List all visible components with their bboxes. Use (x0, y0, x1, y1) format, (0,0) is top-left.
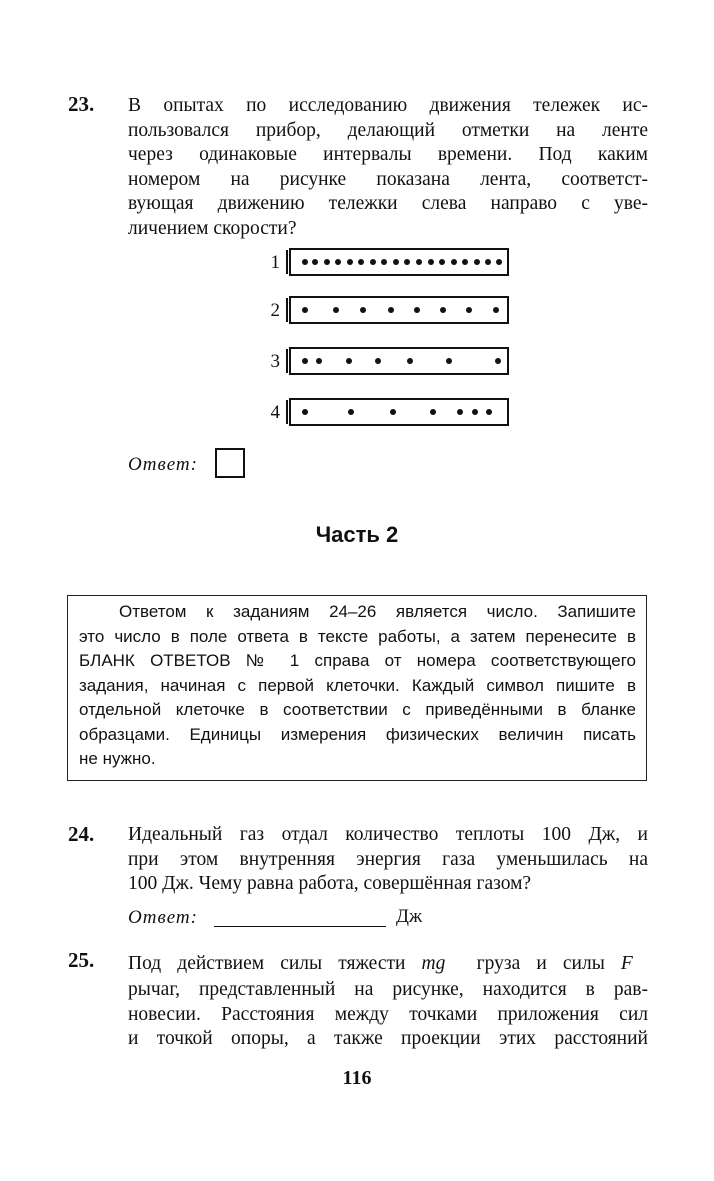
question-text-line: Идеальный газ отдал количество теплоты 100 Дж, и (128, 824, 648, 845)
tape-dot (446, 358, 452, 364)
instruction-line: Ответом к заданиям 24–26 является число. Запишите (119, 602, 636, 621)
tape-dot (302, 409, 308, 415)
tape-dot (466, 307, 472, 313)
tape-label: 1 (270, 252, 280, 273)
tape-dot (302, 358, 308, 364)
tape-tick (286, 250, 288, 274)
answer-label: Ответ: (128, 454, 198, 475)
question-text-line: через одинаковые интервалы времени. Под каким (128, 144, 648, 165)
instruction-line: БЛАНК ОТВЕТОВ № 1 справа от номера соответствующего (79, 651, 636, 670)
tape-dot (485, 259, 491, 265)
tape-dot (495, 358, 501, 364)
tape-dot (346, 358, 352, 364)
question-text-fragment: груза и силы (476, 953, 605, 974)
tape-3 (289, 347, 509, 375)
tape-dot (451, 259, 457, 265)
question-text-fragment: Под действием силы тяжести (128, 953, 406, 974)
tape-dot (333, 307, 339, 313)
tape-dot (440, 307, 446, 313)
question-text-line: В опытах по исследованию движения тележек ис- (128, 95, 648, 116)
tape-1 (289, 248, 509, 276)
tape-dot (375, 358, 381, 364)
tape-dot (302, 307, 308, 313)
question-text-line: вующая движению тележки слева направо с уве- (128, 193, 648, 214)
tape-dot (348, 409, 354, 415)
instruction-line: не нужно. (79, 749, 156, 768)
page-number: 116 (342, 1067, 372, 1089)
tape-4 (289, 398, 509, 426)
question-24-number: 24. (68, 822, 95, 846)
tape-dot (407, 358, 413, 364)
tape-dot (457, 409, 463, 415)
tape-dot (302, 259, 308, 265)
tape-dot (360, 307, 366, 313)
question-25-number: 25. (68, 948, 95, 972)
tape-label: 2 (270, 300, 280, 321)
tape-tick (286, 298, 288, 322)
tape-dot (486, 409, 492, 415)
tape-dot (439, 259, 445, 265)
tape-dot (416, 259, 422, 265)
tape-label: 3 (270, 351, 280, 372)
answer-unit: Дж (396, 906, 423, 927)
question-text-line: номером на рисунке показана лента, соответст- (128, 168, 648, 190)
tape-dot (430, 409, 436, 415)
tape-dot (335, 259, 341, 265)
question-text-line: личением скорости? (128, 217, 297, 239)
tape-dot (358, 259, 364, 265)
tape-dot (381, 259, 387, 265)
question-23-number: 23. (68, 92, 95, 116)
tape-dot (474, 259, 480, 265)
tape-dot (428, 259, 434, 265)
tape-dot (393, 259, 399, 265)
instruction-box (67, 595, 647, 781)
instruction-line: образцами. Единицы измерения физических величин писать (79, 724, 636, 744)
mg-vector: mg⃗ (421, 953, 461, 974)
tape-dot (472, 409, 478, 415)
part-title: Часть 2 (315, 522, 399, 547)
tape-dot (312, 259, 318, 265)
tape-tick (286, 400, 288, 424)
question-text-line: при этом внутренняя энергия газа уменьшилась на (128, 848, 648, 870)
answer-line[interactable] (214, 925, 386, 927)
tape-dot (324, 259, 330, 265)
tape-dot (390, 409, 396, 415)
tape-dot (316, 358, 322, 364)
tape-dot (404, 259, 410, 265)
answer-box[interactable] (215, 448, 245, 478)
tape-dot (496, 259, 502, 265)
question-text-line: рычаг, представленный на рисунке, находится в рав- (128, 979, 648, 1000)
instruction-line: это число в поле ответа в тексте работы, а затем перенесите в (79, 626, 636, 646)
tape-tick (286, 349, 288, 373)
tape-dot (414, 307, 420, 313)
question-24-text (128, 823, 648, 897)
question-text-line (128, 950, 648, 978)
tape-dot (493, 307, 499, 313)
question-text-line: и точкой опоры, а также проекции этих расстояний (128, 1028, 648, 1049)
tapes-figure (262, 248, 512, 434)
tape-dot (388, 307, 394, 313)
question-text-line: пользовался прибор, делающий отметки на ленте (128, 119, 648, 141)
tape-2 (289, 296, 509, 324)
instruction-line: отдельной клеточке в соответствии с приведёнными в бланке (79, 700, 636, 719)
instruction-line: задания, начиная с первой клеточки. Каждый символ пишите в (79, 675, 636, 695)
question-text-line: 100 Дж. Чему равна работа, совершённая газом? (128, 873, 532, 894)
answer-label: Ответ: (128, 907, 198, 928)
tape-dot (370, 259, 376, 265)
tape-label: 4 (270, 402, 280, 423)
tape-dot (347, 259, 353, 265)
question-25-text (128, 950, 648, 1052)
question-23-text (128, 94, 648, 241)
tape-dot (462, 259, 468, 265)
f-vector: F⃗ (620, 953, 649, 974)
question-text-line: новесии. Расстояния между точками приложения сил (128, 1003, 648, 1025)
